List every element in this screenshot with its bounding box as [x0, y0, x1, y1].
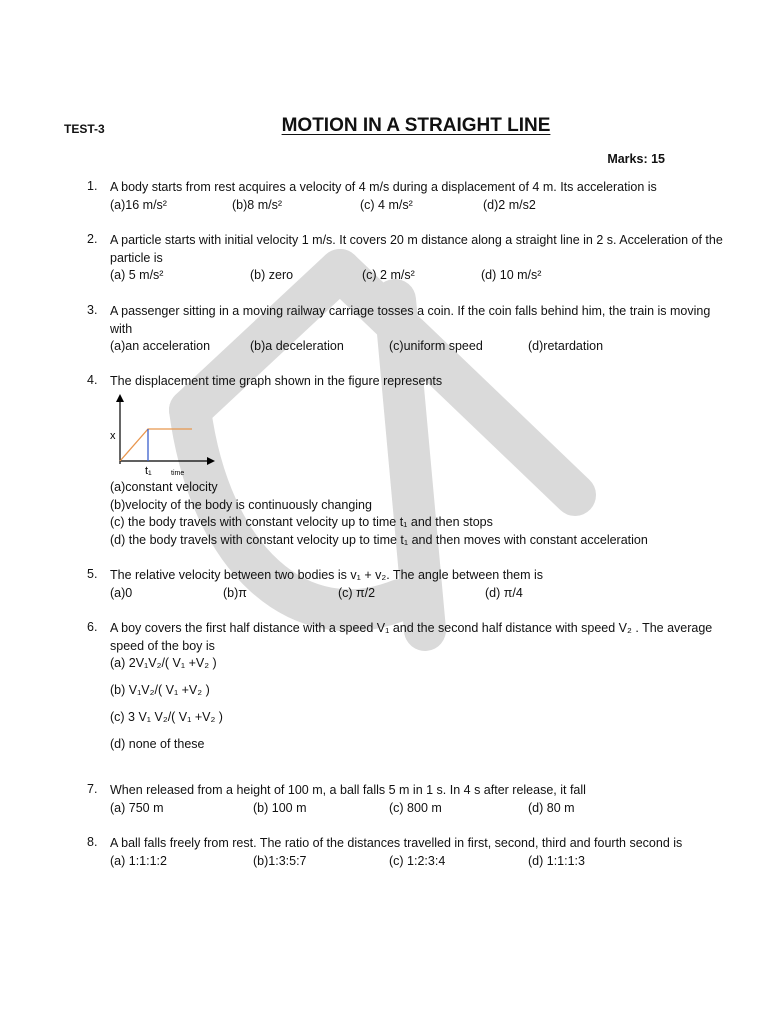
options-list: [110, 655, 727, 754]
option-a: (a) 750 m: [110, 800, 164, 815]
option-a: (a) 5 m/s²: [110, 268, 164, 282]
question-4: [87, 373, 727, 391]
question-number: 4.: [87, 373, 98, 387]
question-7: [87, 782, 727, 817]
options-row: [110, 267, 727, 285]
question-3: [87, 303, 727, 356]
question-number: 3.: [87, 303, 98, 317]
option-b: (b) 100 m: [253, 800, 307, 815]
option-d: (d) the body travels with constant velocity up to time t₁ and then moves with constant acceleration: [110, 532, 648, 547]
options-row: [110, 197, 727, 215]
option-d: (d) 1:1:1:3: [528, 853, 585, 868]
option-a: (a) 2V₁V₂/( V₁ +V₂ ): [110, 656, 217, 670]
question-text: A body starts from rest acquires a velocity of 4 m/s during a displacement of 4 m. Its acceleration is: [110, 180, 657, 194]
option-b: (b) V₁V₂/( V₁ +V₂ ): [110, 683, 210, 697]
y-axis-label: x: [110, 430, 116, 442]
option-d: (d)2 m/s2: [483, 197, 536, 212]
options-row: [110, 800, 727, 818]
question-text: A particle starts with initial velocity 1 m/s. It covers 20 m distance along a straight line in 2 s. Acceleration of the particle is: [110, 233, 723, 265]
question-6: [87, 620, 727, 763]
option-c: (c)uniform speed: [389, 339, 483, 353]
question-text: A ball falls freely from rest. The ratio of the distances travelled in first, second, third and fourth second is: [110, 836, 683, 850]
option-b: (b)a deceleration: [250, 339, 344, 353]
question-number: 8.: [87, 835, 98, 849]
option-c: (c) 4 m/s²: [360, 197, 413, 212]
options-row: [110, 853, 727, 871]
option-b: (b)1:3:5:7: [253, 853, 307, 868]
option-c: (c) 1:2:3:4: [389, 853, 446, 868]
option-c: (c) 800 m: [389, 800, 442, 815]
options-list: [110, 479, 727, 549]
question-text: When released from a height of 100 m, a ball falls 5 m in 1 s. In 4 s after release, it fall: [110, 783, 586, 797]
option-d: (d) 10 m/s²: [481, 268, 542, 282]
option-c: (c) π/2: [338, 585, 376, 600]
question-number: 7.: [87, 782, 98, 796]
question-number: 2.: [87, 232, 98, 246]
question-1: [87, 179, 727, 214]
option-a: (a)0: [110, 585, 133, 600]
option-a: (a)constant velocity: [110, 480, 218, 494]
option-b: (b)8 m/s²: [232, 197, 282, 212]
x-axis-arrow-icon: [207, 457, 215, 465]
option-d: (d) 80 m: [528, 800, 575, 815]
question-2: [87, 232, 727, 285]
displacement-time-graph: [108, 392, 228, 480]
option-a: (a)an acceleration: [110, 339, 211, 353]
question-text: A boy covers the first half distance with a speed V₁ and the second half distance with speed V₂ . The average speed of the boy is: [110, 621, 713, 653]
option-c: (c) 2 m/s²: [362, 268, 415, 282]
option-a: (a) 1:1:1:2: [110, 853, 167, 868]
question-number: 5.: [87, 567, 98, 581]
option-b: (b)velocity of the body is continuously changing: [110, 497, 372, 512]
option-c: (c) the body travels with constant velocity up to time t₁ and then stops: [110, 515, 493, 529]
test-label: TEST-3: [64, 122, 105, 136]
y-axis-arrow-icon: [116, 394, 124, 402]
question-text: The displacement time graph shown in the figure represents: [110, 374, 443, 388]
option-c: (c) 3 V₁ V₂/( V₁ +V₂ ): [110, 710, 223, 724]
options-row: [110, 338, 727, 356]
question-5: [87, 567, 727, 602]
option-d: (d) none of these: [110, 737, 205, 751]
displacement-curve: [120, 429, 192, 461]
page-title: MOTION IN A STRAIGHT LINE: [281, 115, 551, 136]
x-axis-label: time: [171, 470, 185, 477]
option-b: (b) zero: [250, 268, 294, 282]
question-number: 1.: [87, 179, 98, 193]
option-b: (b)π: [223, 585, 247, 600]
question-8: [87, 835, 727, 870]
question-text: The relative velocity between two bodies is v₁ + v₂. The angle between them is: [110, 568, 544, 582]
marks-label: Marks: 15: [607, 152, 665, 166]
option-d: (d)retardation: [528, 339, 604, 353]
option-d: (d) π/4: [485, 585, 523, 600]
question-number: 6.: [87, 620, 98, 634]
t1-tick-label: t₁: [145, 465, 152, 477]
question-4-options: [87, 479, 727, 549]
option-a: (a)16 m/s²: [110, 197, 167, 212]
question-text: A passenger sitting in a moving railway carriage tosses a coin. If the coin falls behind him, the train is moving with: [110, 304, 711, 336]
options-row: [110, 585, 727, 603]
